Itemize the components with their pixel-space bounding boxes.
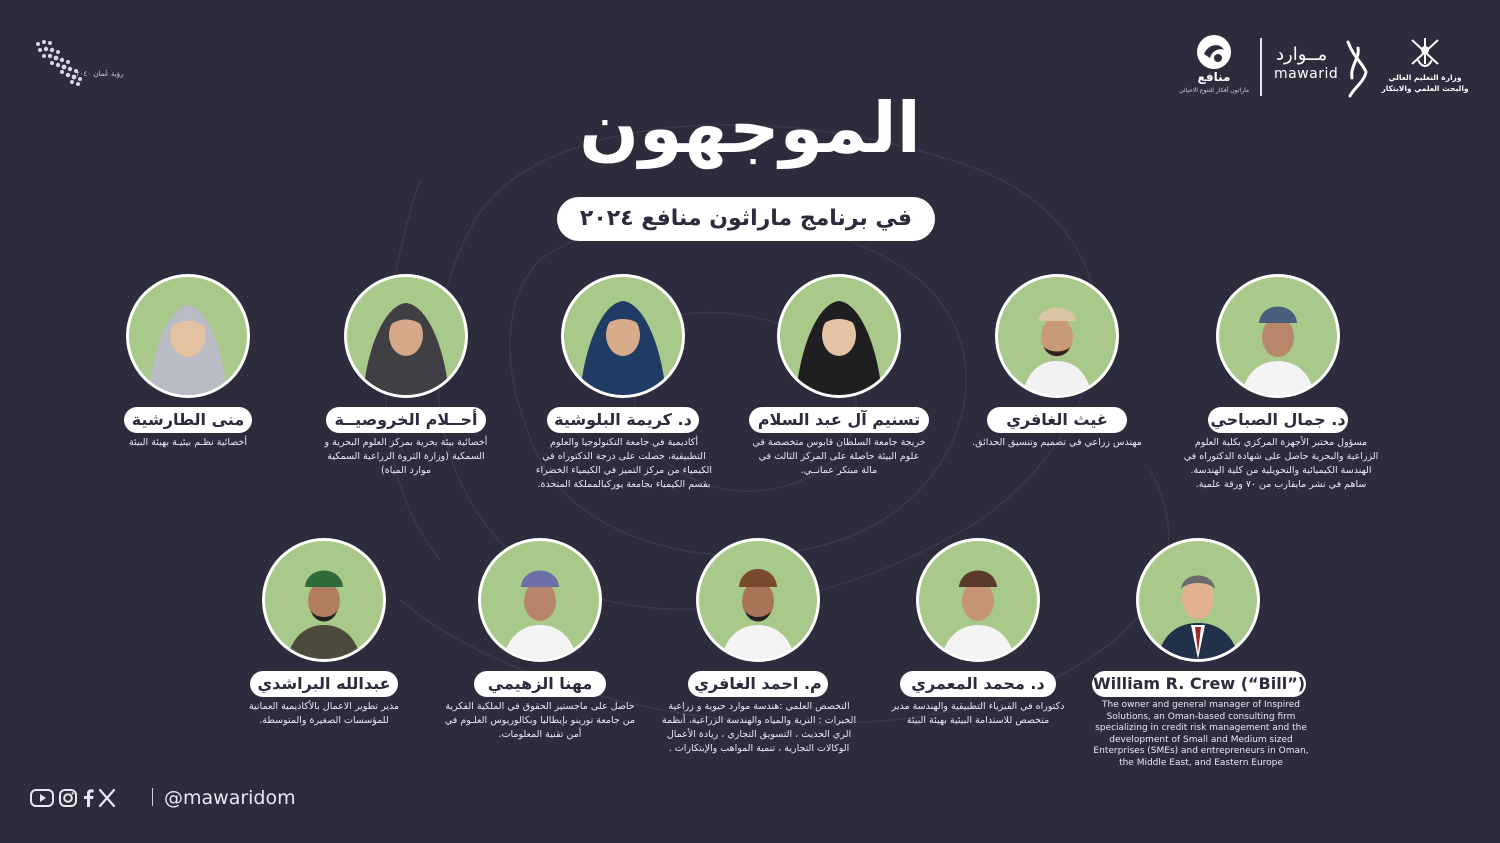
mentor-description: أخصائية نظـم بيئيـة بهيئة البيئة — [128, 437, 248, 448]
mentor-description: مسؤول مختبر الأجهزة المركزي بكلية العلوم الزراعية والبحرية حاصل على شهادة الدكتوراه في الهندسة الكيميائية والتحويلية من كلية الهندسة. ساهم في نشر مايقارب من ٧٠ ورقة علمية. — [1183, 437, 1379, 490]
mentor-avatar-icon — [129, 277, 247, 395]
mentor-name: م. احمد الغافري — [688, 671, 828, 697]
manafea-mark-icon — [1196, 34, 1232, 70]
mentor-photo — [916, 538, 1040, 662]
mentor-avatar-icon — [1219, 277, 1337, 395]
mentor-description: أخصائية بيئة بحرية بمركز العلوم البحرية و السمكية (وزارة الثروة الزراعية السمكية موارد المياة) — [324, 437, 488, 476]
mentor-name: د. كريمة البلوشية — [547, 407, 699, 433]
mentor-avatar-icon — [481, 541, 599, 659]
mentor-photo — [561, 274, 685, 398]
mentor-name: عبدالله البراشدي — [250, 671, 398, 697]
mentor-photo — [478, 538, 602, 662]
mentor-name: منى الطارشية — [124, 407, 252, 433]
mentor-photo — [777, 274, 901, 398]
ministry-name: وزارة التعليم العالي والبحث العلمي والابتكار — [1381, 73, 1469, 93]
mentor-avatar-icon — [347, 277, 465, 395]
mentor-photo — [995, 274, 1119, 398]
mentor-description: التخصص العلمي :هندسة موارد حيوية و زراعية الخبرات : التربة والمياه والهندسة الزراعية، أنظمة الري الحديث ، التسويق التجاري ، ريادة الأعمال الوكالات التجارية ، تنمية المواهب والإبتكارات . — [661, 701, 857, 754]
mentor-name: تسنيم آل عبد السلام — [749, 407, 929, 433]
manafea-name: منافع — [1197, 70, 1231, 84]
mentor-description: The owner and general manager of Inspired Solutions, an Oman-based consulting firm specializing in credit risk management and the development of Small and Medium sized Enterprises (SMEs) and entrepreneurs in Oman, the Middle East, and Eastern Europe — [1093, 700, 1309, 768]
mentor-photo — [344, 274, 468, 398]
vision-logo-text: رؤية عُمان ٢٠٤٠ — [76, 70, 124, 78]
mentor-avatar-icon — [564, 277, 682, 395]
mentor-avatar-icon — [919, 541, 1037, 659]
mentor-name: أحــلام الخروصيــة — [326, 407, 486, 433]
mentor-name: مهنا الزهيمي — [474, 671, 606, 697]
mentor-description: حاصل على ماجستير الحقوق في الملكية الفكرية من جامعة تورينو بإيطاليا وبكالوريوس العلـوم في أمن تقنية المعلومات. — [444, 701, 636, 740]
mentor-avatar-icon — [998, 277, 1116, 395]
mawarid-arabic: مــوارد — [1276, 44, 1328, 65]
mentor-description: مدير تطوير الاعمال بالأكاديمية العمانية للمؤسسات الصغيرة والمتوسطة. — [248, 701, 400, 726]
mentor-photo — [1136, 538, 1260, 662]
mentor-photo — [126, 274, 250, 398]
footer-divider — [152, 788, 153, 806]
mawarid-english: mawarid — [1274, 66, 1339, 82]
mentor-name: د. جمال الصباحي — [1208, 407, 1348, 433]
instagram-icon[interactable] — [59, 789, 77, 807]
facebook-icon[interactable] — [82, 789, 94, 807]
mentor-description: دكتوراه في الفيزياء التطبيقية والهندسة مدير متخصص للاستدامة البيئية بهيئة البيئة — [891, 701, 1065, 726]
social-handle[interactable]: @mawaridom — [164, 787, 296, 809]
mentor-avatar-icon — [265, 541, 383, 659]
mentor-photo — [696, 538, 820, 662]
mentor-description: خريجة جامعة السلطان قابوس متخصصة في علوم البيئة حاصلة على المركز الثالث في مالة مبتكر عمانــي. — [752, 437, 926, 476]
mentor-description: أكاديمية في جامعة التكنولوجيا والعلوم التطبيقية، حصلت على درجة الدكتوراه في الكيمياء من مركز التميز في الكيمياء الخضراء بقسم الكيمياء بجامعة يوركبالمملكة المتحدة. — [536, 437, 712, 490]
mentor-name: غيث الغافري — [987, 407, 1127, 433]
mentor-name: د. محمد المعمري — [900, 671, 1056, 697]
page-title: الموجهون — [579, 87, 921, 169]
manafea-subtitle: ماراثون أفكار للتنوع الاحيائي — [1178, 87, 1250, 94]
mentor-description: مهندس زراعي في تصميم وتنسيق الحدائق. — [972, 437, 1142, 448]
youtube-icon[interactable] — [30, 789, 54, 807]
mentor-avatar-icon — [699, 541, 817, 659]
x-icon[interactable] — [98, 789, 116, 807]
mentor-avatar-icon — [780, 277, 898, 395]
mentor-avatar-icon — [1139, 541, 1257, 659]
page-subtitle: في برنامج ماراثون منافع ٢٠٢٤ — [557, 197, 935, 241]
mentor-photo — [262, 538, 386, 662]
oman-emblem-icon — [1406, 34, 1444, 70]
mentor-photo — [1216, 274, 1340, 398]
mentor-name: William R. Crew (“Bill”) — [1092, 671, 1306, 697]
